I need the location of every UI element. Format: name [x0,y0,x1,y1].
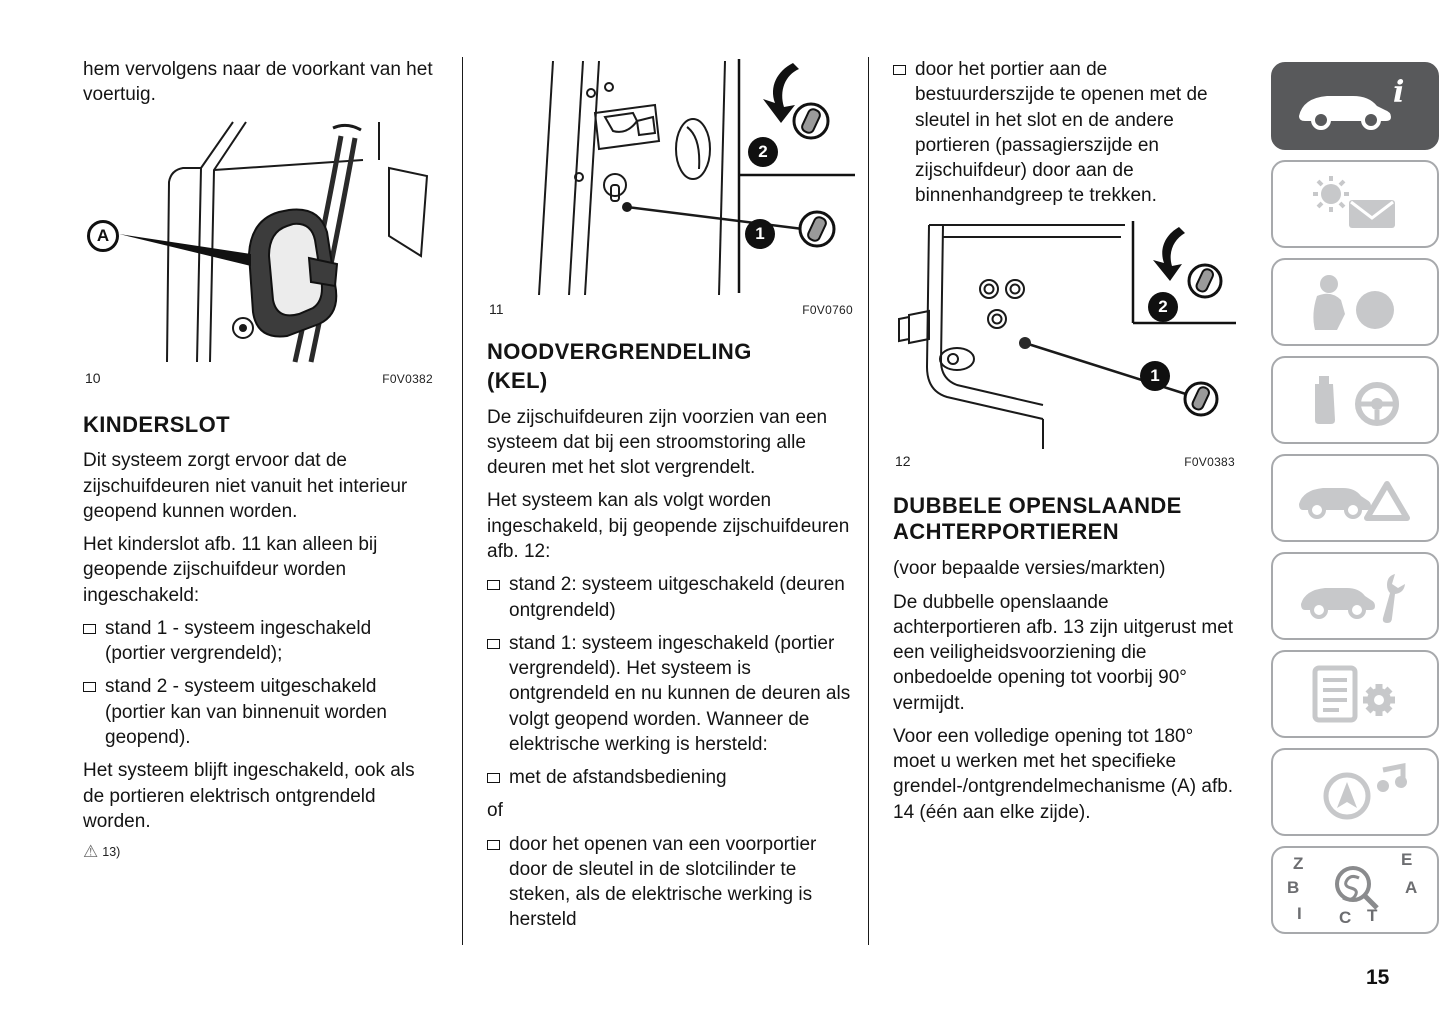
figure-11-callout-1: 1 [745,219,775,249]
key-steering-wheel-icon [1291,368,1419,432]
navigation-music-icon [1291,760,1419,824]
index-icon: Z E B A I C T [1273,848,1437,932]
svg-text:i: i [1393,75,1405,110]
kel-bullet-2: stand 1: systeem ingeschakeld (portier vergrendeld). Het systeem is ontgrendeld en nu kunnen de deuren als volgt geopend worden. Wanneer de elektrische werking is hersteld: [487,631,855,757]
figure-12-code: F0V0383 [1184,454,1235,469]
spec-sheet-gear-icon [1291,662,1419,726]
car-warning-triangle-icon [1291,466,1419,530]
kel-bullet-3: met de afstandsbediening [487,765,855,790]
square-bullet-icon [83,682,96,692]
figure-11-number: 11 [489,301,504,317]
warning-number: 13) [102,845,121,860]
tab-warning-lights [1271,160,1439,248]
door-lock-illustration [487,57,855,299]
achterportieren-note: (voor bepaalde versies/markten) [893,558,1166,580]
heading-kel-line2: (KEL) [487,367,548,393]
tab-emergency [1271,454,1439,542]
figure-10-caption [85,370,433,386]
kinderslot-bullet-2: stand 2 - systeem uitgeschakeld (portier kan van binnenuit worden geopend). [83,674,435,750]
tab-safety [1271,258,1439,346]
square-bullet-icon [893,65,906,75]
figure-10-callout-a: A [87,220,119,252]
square-bullet-icon [487,580,500,590]
figure-12-caption [895,453,1235,469]
square-bullet-icon [83,624,96,634]
tab-multimedia [1271,748,1439,836]
column-divider-left [462,57,463,945]
heading-kel-line1: NOODVERGRENDELING [487,339,752,364]
figure-11 [487,57,855,299]
tab-starting-driving [1271,356,1439,444]
figure-11-callout-2: 2 [748,137,778,167]
airbag-safety-icon [1291,270,1419,334]
square-bullet-icon [487,639,500,649]
figure-11-caption [489,301,853,317]
door-handle-illustration [83,116,435,368]
warning-reference [83,842,435,862]
figure-12-callout-2: 2 [1148,292,1178,322]
figure-10 [83,116,435,368]
kel-para-2: Het systeem kan als volgt worden ingeschakeld, bij geopende zijschuifdeuren afb. 12: [487,490,850,562]
figure-10-code: F0V0382 [382,371,433,386]
kinderslot-bullet-1: stand 1 - systeem ingeschakeld (portier vergrendeld); [83,616,435,667]
figure-10-number: 10 [85,369,101,386]
intro-paragraph: hem vervolgens naar de voorkant van het voertuig. [83,59,433,106]
kel-bullet-4: door het openen van een voorportier door de sleutel in de slotcilinder te steken, als de elektrische werking is hersteld [487,832,855,933]
figure-12-callout-1: 1 [1140,361,1170,391]
achterportieren-para-1: De dubbelle openslaande achterportieren afb. 13 zijn uitgerust met een veiligheidsvoorziening die onbedoelde opening tot voorbij 90° vermijdt. [893,591,1234,714]
heading-achterportieren: DUBBELE OPENSLAANDE ACHTERPORTIEREN [893,492,1182,545]
tab-alphabetical-index [1271,846,1439,934]
tab-maintenance [1271,552,1439,640]
lights-and-messages-icon [1291,172,1419,236]
car-wrench-icon [1291,564,1419,628]
page-number: 15 [1366,966,1390,989]
kinderslot-para-1: Dit systeem zorgt ervoor dat de zijschuifdeuren niet vanuit het interieur geopend kunnen worden. [83,450,408,522]
square-bullet-icon [487,773,500,783]
magnifier-icon [1273,848,1441,932]
column-middle [487,57,855,941]
figure-12 [893,219,1237,451]
tab-vehicle-info [1271,62,1439,150]
heading-kinderslot: KINDERSLOT [83,411,230,437]
warning-triangle-icon: ⚠ [83,842,99,862]
kel-conjunction: of [487,800,503,822]
kel-para-1: De zijschuifdeuren zijn voorzien van een systeem dat bij een stroomstoring alle deuren met het slot vergrendelt. [487,406,828,479]
square-bullet-icon [487,840,500,850]
figure-12-number: 12 [895,452,911,469]
column-divider-right [868,57,869,945]
kinderslot-para-2: Het kinderslot afb. 11 kan alleen bij geopende zijschuifdeur worden ingeschakeld: [83,534,378,606]
achterportieren-para-2: Voor een volledige opening tot 180° moet u werken met het specifieke grendel-/ontgrendelmechanisme (A) afb. 14 (één aan elke zijde). [893,725,1234,823]
portier-bullet: door het portier aan de bestuurderszijde te openen met de sleutel in het slot en de andere portieren (passagierszijde en zijschuifdeur) door aan de binnenhandgreep te trekken. [893,57,1237,209]
kel-bullet-1: stand 2: systeem uitgeschakeld (deuren ontgrendeld) [487,572,855,623]
figure-11-code: F0V0760 [802,303,853,317]
tab-technical-data [1271,650,1439,738]
column-right [893,57,1237,833]
door-lock-corner-illustration [893,219,1236,451]
kinderslot-para-3: Het systeem blijft ingeschakeld, ook als de portieren elektrisch ontgrendeld worden. [83,760,415,832]
car-info-icon [1291,74,1419,138]
column-left [83,57,435,862]
